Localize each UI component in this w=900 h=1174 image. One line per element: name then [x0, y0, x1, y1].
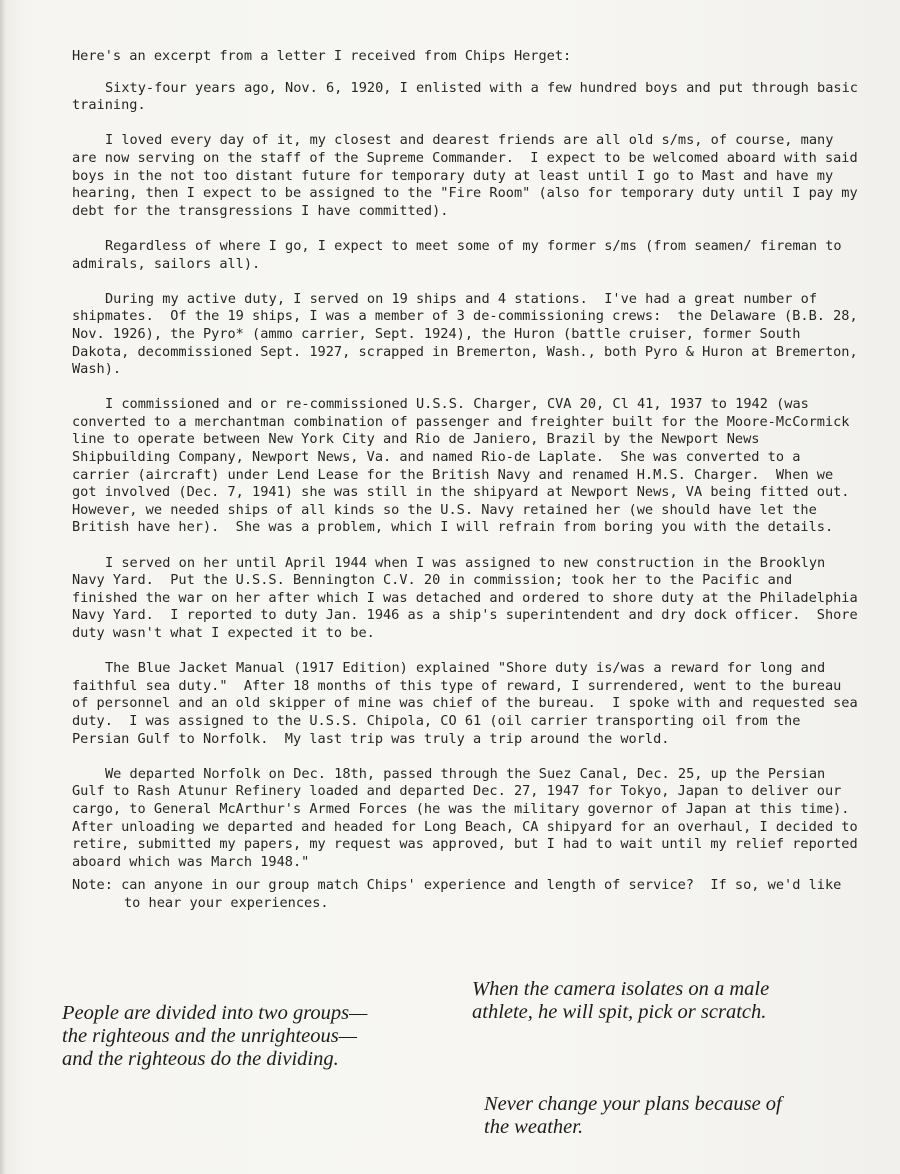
- letter-excerpt: [72, 48, 867, 930]
- letter-paragraph-bennington: I served on her until April 1944 when I was assigned to new construction in the Brooklyn Navy Yard. Put the U.S.S. Bennington C.V. 20 in commission; took her to the Pacific and finished the war on her after which I was detached and ordered to shore duty at the Philadelphia Navy Yard. I reported to duty Jan. 1946 as a ship's superintendent and dry dock officer. Shore duty wasn't what I expected it to be.: [72, 554, 866, 641]
- letter-paragraph-charger: I commissioned and or re-commissioned U.S.S. Charger, CVA 20, Cl 41, 1937 to 1942 (was converted to a merchantman combination of passenger and freighter built for the Moore-McCormick line to operate between New York City and Rio de Janiero, Brazil by the Newport News Shipbuilding Company, Newport News, Va. and named Rio-de Laplate. She was converted to a carrier (aircraft) under Lend Lease for the British Navy and renamed H.M.S. Charger. When we got involved (Dec. 7, 1941) she was still in the shipyard at Newport News, VA being fitted out. However, we needed ships of all kinds so the U.S. Navy retained her (we should have let the British have her). She was a problem, which I will refrain from boring you with the details.: [72, 396, 866, 536]
- letter-paragraph-shipmates: Regardless of where I go, I expect to meet some of my former s/ms (from seamen/ fireman to admirals, sailors all).: [72, 237, 850, 272]
- letter-paragraph-enlistment: Sixty-four years ago, Nov. 6, 1920, I enlisted with a few hundred boys and put through basic training.: [72, 79, 867, 114]
- letter-paragraph-friends: I loved every day of it, my closest and dearest friends are all old s/ms, of course, many are now serving on the staff of the Supreme Commander. I expect to be welcomed aboard with said boys in the not too distant future for temporary duty at least until I go to Mast and have my hearing, then I expect to be assigned to the "Fire Room" (also for temporary duty until I pay my debt for the transgressions I have committed).: [72, 132, 866, 219]
- quote-camera: When the camera isolates on a male athlete, he will spit, pick or scratch.: [472, 978, 770, 1023]
- letter-paragraph-active-duty: During my active duty, I served on 19 ships and 4 stations. I've had a great number of shipmates. Of the 19 ships, I was a member of 3 de-commissioning crews: the Delaware (B.B. 28, Nov. 1926), the Pyro* (ammo carrier, Sept. 1924), the Huron (battle cruiser, former South Dakota, decommissioned Sept. 1927, scrapped in Bremerton, Wash., both Pyro & Huron at Bremerton, Wash).: [72, 290, 866, 378]
- quote-righteous: People are divided into two groups— the righteous and the unrighteous— and the righteous do the dividing.: [62, 1002, 368, 1070]
- letter-intro: Here's an excerpt from a letter I received from Chips Herget:: [72, 48, 572, 64]
- page-binding-edge: [0, 0, 6, 1174]
- letter-paragraph-last-trip: We departed Norfolk on Dec. 18th, passed through the Suez Canal, Dec. 25, up the Persian Gulf to Rash Atunur Refinery loaded and departed Dec. 27, 1947 for Tokyo, Japan to deliver our cargo, to General McArthur's Armed Forces (he was the military governor of Japan at this time). After unloading we departed and headed for Long Beach, CA shipyard for an overhaul, I decided to retire, submitted my papers, my request was approved, but I had to wait until my relief reported aboard which was March 1948.": [72, 765, 866, 870]
- editor-note: Note: can anyone in our group match Chips' experience and length of service? If so, we'd like to hear your experiences.: [72, 877, 850, 911]
- letter-paragraph-shore-duty: The Blue Jacket Manual (1917 Edition) explained "Shore duty is/was a reward for long and faithful sea duty." After 18 months of this type of reward, I surrendered, went to the bureau of personnel and an old skipper of mine was chief of the bureau. I spoke with and requested sea duty. I was assigned to the U.S.S. Chipola, CO 61 (oil carrier transporting oil from the Persian Gulf to Norfolk. My last trip was truly a trip around the world.: [72, 660, 866, 747]
- quote-weather: Never change your plans because of the weather.: [484, 1093, 782, 1138]
